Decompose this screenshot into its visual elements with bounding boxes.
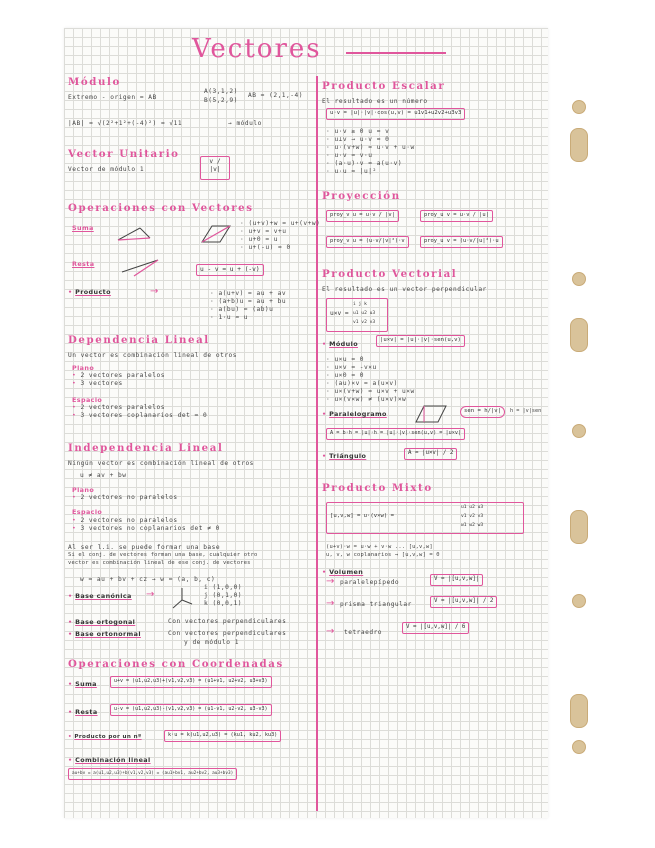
coord-suma-label: • Suma <box>68 680 97 688</box>
modulo-coords-a: A(3,1,2) <box>204 88 238 95</box>
proyeccion-box-3: proy_v u = (u·v/|v|²)·v <box>326 236 409 248</box>
proyeccion-box-4: proy_u v = (u·v/|u|²)·u <box>420 236 503 248</box>
volumen-prisma-box: V = |[u,v,w]| / 2 <box>430 596 497 608</box>
vectorial-rule: · (au)×v = a(u×v) <box>326 380 398 387</box>
binder-hole <box>570 510 588 544</box>
binder-hole <box>570 694 588 728</box>
coord-producto-label: • Producto por un nº <box>68 734 142 740</box>
paralelogramo-h-text: h = |v|sen <box>510 408 542 414</box>
section-heading-coordenadas: Operaciones con Coordenadas <box>68 658 284 670</box>
section-heading-independencia: Independencia Lineal <box>68 442 224 454</box>
suma-parallelogram-sketch <box>198 218 234 246</box>
base-canonica-label: • Base canónica <box>68 592 132 600</box>
ortogonal-text: Con vectores perpendiculares <box>168 618 287 625</box>
binder-hole <box>572 100 586 114</box>
escalar-rule-3: · u·(v+w) = u·v + u·w <box>326 144 415 151</box>
canonica-arrow: → <box>146 589 155 600</box>
dependencia-text: Un vector es combinación lineal de otros <box>68 352 238 359</box>
ortonormal-text-2: y de módulo 1 <box>184 639 239 646</box>
paralelogramo-area-box: A = b·h = |u|·h = |u|·|v|·sen(u,v) = |u×v| <box>326 428 465 440</box>
vectorial-rule: · u×u = 0 <box>326 356 365 363</box>
producto-label: • Producto <box>68 288 111 296</box>
vectorial-modulo-box: |u×v| = |u|·|v|·sen(u,v) <box>376 335 465 347</box>
canonica-vec-j: j (0,1,0) <box>204 592 243 599</box>
modulo-formula: |AB| = √(2²+1²+(-4)²) = √11 <box>68 120 183 127</box>
modulo-formula-note: → módulo <box>228 120 262 127</box>
dependencia-plano-label: Plano <box>72 364 95 372</box>
dependencia-espacio-label: Espacio <box>72 396 103 404</box>
base-formula: w = au + bv + cz → w = (a, b, c) <box>80 576 216 583</box>
base-ortonormal-label: • Base ortonormal <box>68 630 141 638</box>
coord-combinacion-label: • Combinación lineal <box>68 756 151 764</box>
dependencia-plano-item: • 3 vectores <box>72 380 123 388</box>
section-heading-vectorial: Producto Vectorial <box>322 268 458 280</box>
escalar-rule-1: · u·v ≥ 0 u = v <box>326 128 390 135</box>
mixto-matrix-row: w1 w2 w3 <box>461 523 484 528</box>
section-heading-operaciones: Operaciones con Vectores <box>68 202 254 214</box>
triangulo-label: • Triángulo <box>322 452 367 460</box>
resta-box: u - v = u + (-v) <box>196 264 264 276</box>
modulo-line: Extremo - origen = AB <box>68 94 157 101</box>
mixto-formula: [u,v,w] = u·(v×w) = <box>330 513 394 519</box>
independencia-plano-item: • 2 vectores no paralelos <box>72 494 178 502</box>
escalar-rule-2: · u⊥v → u·v = 0 <box>326 136 390 143</box>
dependencia-plano-item: • 2 vectores paralelos <box>72 372 165 380</box>
volumen-paralelepipedo: paralelepípedo <box>340 579 400 586</box>
paralelogramo-sketch <box>414 402 448 424</box>
base-text-3: vector es combinación lineal de ese conj. de vectores <box>68 560 251 566</box>
volumen-tetraedro: tetraedro <box>344 629 383 636</box>
vectorial-modulo-label: • Módulo <box>322 340 358 348</box>
volumen-arrow: → <box>326 576 335 587</box>
coord-resta-box: u-v = (u1,u2,u3)-(v1,v2,v3) = (u1-v1, u2-v2, u3-v3) <box>110 704 272 716</box>
section-heading-proyeccion: Proyección <box>322 190 401 202</box>
vectorial-matrix-row: i j k <box>353 302 367 307</box>
page-title: Vectores <box>192 34 322 64</box>
mixto-rule-2: u, v, w coplanarios → [u,v,w] = 0 <box>326 552 440 558</box>
escalar-text: El resultado es un número <box>322 98 428 105</box>
vectorial-rule: · u×(v+w) = u×v + u×w <box>326 388 415 395</box>
producto-arrow: → <box>150 286 159 297</box>
title-underline <box>346 52 446 54</box>
suma-sketch <box>114 218 154 246</box>
unitario-formula-box: v / |v| <box>200 156 230 180</box>
paralelogramo-label: • Paralelogramo <box>322 410 387 418</box>
binder-hole <box>572 272 586 286</box>
ortonormal-text-1: Con vectores perpendiculares <box>168 630 287 637</box>
resta-label: Resta <box>72 260 95 268</box>
notebook-page <box>64 28 548 818</box>
volumen-tetraedro-box: V = |[u,v,w]| / 6 <box>402 622 469 634</box>
suma-rule-3: · u+0 = u <box>240 236 279 243</box>
binder-hole <box>570 318 588 352</box>
unitario-text: Vector de módulo 1 <box>68 166 145 173</box>
modulo-vector: AB = (2,1,-4) <box>248 92 303 99</box>
independencia-espacio-item: • 2 vectores no paralelos <box>72 517 178 525</box>
proyeccion-box-1: proy_v u = u·v / |v| <box>326 210 399 222</box>
vectorial-matrix-row: u1 u2 u3 <box>353 311 376 316</box>
independencia-example: u ≠ av + bw <box>80 472 127 479</box>
mixto-matrix-row: v1 v2 v3 <box>461 514 484 519</box>
vectorial-rule: · u×0 = 0 <box>326 372 365 379</box>
dependencia-espacio-item: • 2 vectores paralelos <box>72 404 165 412</box>
volumen-prisma: prisma triangular <box>340 601 412 608</box>
canonica-vec-i: i (1,0,0) <box>204 584 243 591</box>
vectorial-text: El resultado es un vector perpendicular <box>322 286 487 293</box>
mixto-rule-1: (u+v)·w = u·w + v·w ... [u,v,w] <box>326 544 433 550</box>
suma-label: Suma <box>72 224 94 232</box>
coord-resta-label: • Resta <box>68 708 98 716</box>
vectorial-rule: · u×v = -v×u <box>326 364 377 371</box>
producto-rule-2: · (a+b)u = au + bu <box>210 298 287 305</box>
paralelogramo-sen-box: sen = h/|v| <box>460 406 505 418</box>
proyeccion-box-2: proy_u v = u·v / |u| <box>420 210 493 222</box>
triangulo-box: A = |u×v| / 2 <box>404 448 457 460</box>
coord-producto-box: k·u = k(u1,u2,u3) = (ku1, ku2, ku3) <box>164 730 281 742</box>
producto-rule-4: · 1·u = u <box>210 314 249 321</box>
escalar-rule-4: · u·v = v·u <box>326 152 373 159</box>
coord-combinacion-box: au+bv = a(u1,u2,u3)+b(v1,v2,v3) = (au1+bv1, au2+bv2, au3+bv3) <box>68 768 237 780</box>
canonica-vec-k: k (0,0,1) <box>204 600 243 607</box>
vectorial-rule: · u×(v×w) ≠ (u×v)×w <box>326 396 407 403</box>
section-heading-modulo: Módulo <box>68 76 121 88</box>
base-text-2: Si el conj. de vectores forman una base, cualquier otro <box>68 552 258 558</box>
binder-hole <box>572 740 586 754</box>
volumen-paralelepipedo-box: V = |[u,v,w]| <box>430 574 483 586</box>
binder-hole <box>572 424 586 438</box>
canonica-axes-sketch <box>170 586 194 610</box>
independencia-text: Ningún vector es combinación lineal de otros <box>68 460 254 467</box>
suma-rule-4: · u+(-u) = 0 <box>240 244 291 251</box>
base-ortogonal-label: • Base ortogonal <box>68 618 136 626</box>
binder-hole <box>570 128 588 162</box>
column-divider <box>316 76 318 811</box>
volumen-label: • Volumen <box>322 568 364 576</box>
escalar-rule-5: · (a·u)·v = a(u·v) <box>326 160 403 167</box>
escalar-rule-6: · u·u = |u|² <box>326 168 377 175</box>
independencia-espacio-item: • 3 vectores no coplanarios det ≠ 0 <box>72 525 220 533</box>
producto-rule-1: · a(u+v) = au + av <box>210 290 287 297</box>
mixto-box <box>326 502 524 534</box>
vectorial-matrix-row: v1 v2 v3 <box>353 320 376 325</box>
section-heading-unitario: Vector Unitario <box>68 148 180 160</box>
coord-suma-box: u+v = (u1,u2,u3)+(v1,v2,v3) = (u1+v1, u2+v2, u3+v3) <box>110 676 272 688</box>
vectorial-matrix-label: u×v = <box>330 310 349 317</box>
resta-sketch <box>118 254 164 280</box>
volumen-arrow: → <box>326 598 335 609</box>
binder-hole <box>572 594 586 608</box>
independencia-plano-label: Plano <box>72 486 95 494</box>
section-heading-dependencia: Dependencia Lineal <box>68 334 210 346</box>
suma-rule-2: · u+v = v+u <box>240 228 287 235</box>
independencia-espacio-label: Espacio <box>72 508 103 516</box>
suma-rule-1: · (u+v)+w = u+(v+w) <box>240 220 321 227</box>
base-text-1: Al ser l.i. se puede formar una base <box>68 544 221 551</box>
dependencia-espacio-item: • 3 vectores coplanarios det = 0 <box>72 412 207 420</box>
section-heading-mixto: Producto Mixto <box>322 482 433 494</box>
section-heading-escalar: Producto Escalar <box>322 80 446 92</box>
modulo-coords-b: B(5,2,9) <box>204 97 238 104</box>
volumen-arrow: → <box>326 626 335 637</box>
mixto-matrix-row: u1 u2 u3 <box>461 505 484 510</box>
vectorial-matrix-box <box>326 298 388 332</box>
producto-rule-3: · a(bu) = (ab)u <box>210 306 274 313</box>
escalar-box: u·v = |u|·|v|·cos(u,v) = u1v1+u2v2+u3v3 <box>326 108 465 120</box>
